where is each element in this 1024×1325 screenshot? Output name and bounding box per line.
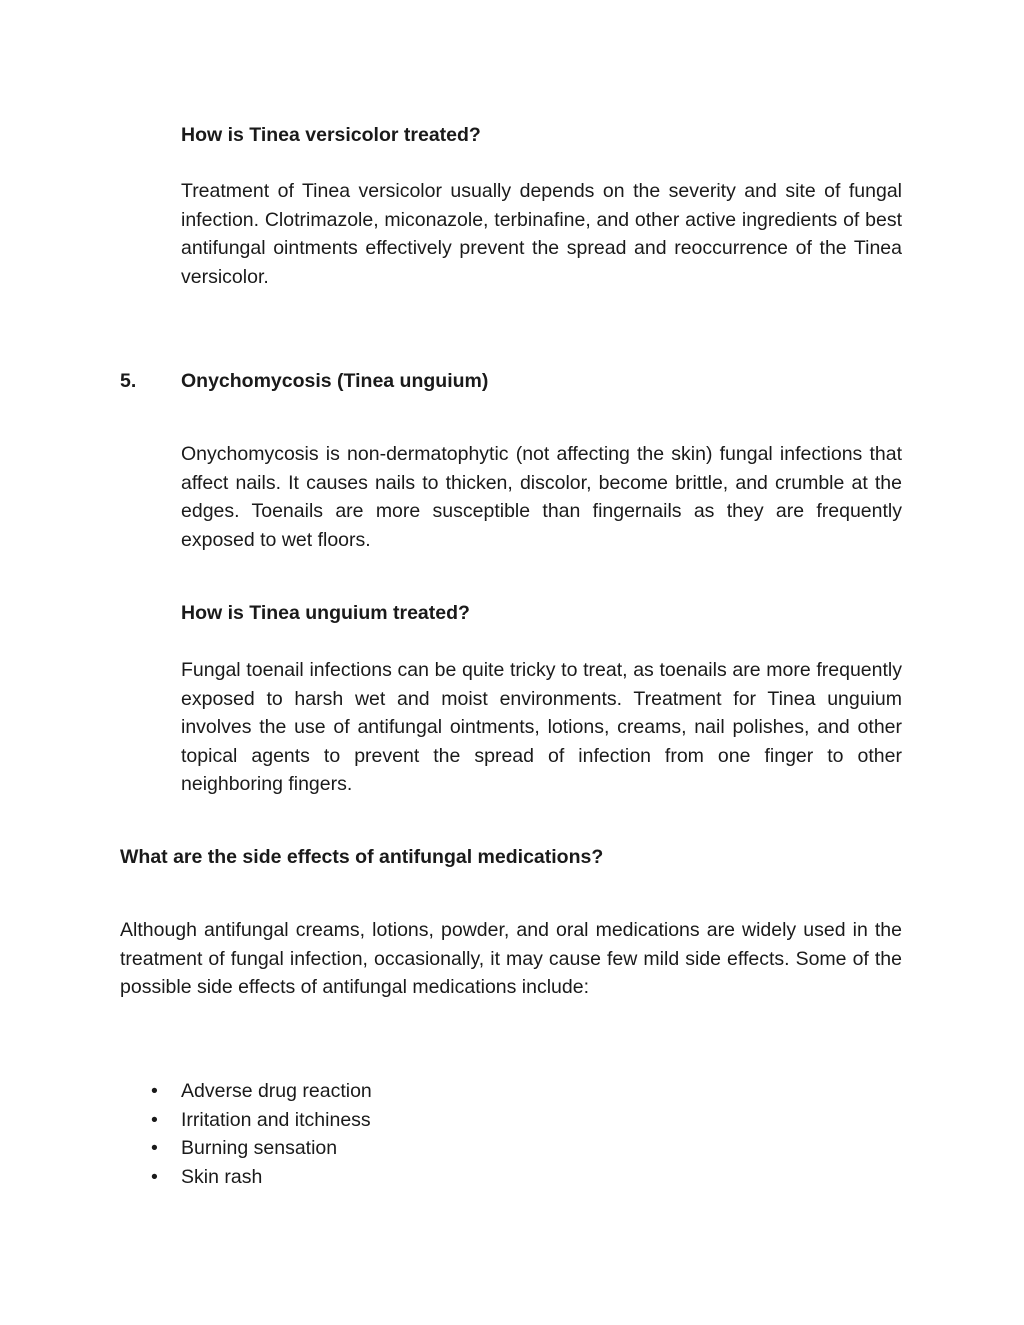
list-item-label: Irritation and itchiness [181,1108,371,1131]
list-item-label: Adverse drug reaction [181,1080,372,1102]
bullet-icon: • [151,1080,158,1102]
side-effects-list [120,1077,372,1191]
tinea-unguium-answer: Fungal toenail infections can be quite tricky to treat, as toenails are more frequently exposed to harsh wet and moist environments. Treatment for Tinea unguium involves the use of antifungal ointments, lotions, creams, nail polishes, and other topical agents to prevent the spread of infection from one finger to other neighboring fingers. [181,659,902,796]
tinea-unguium-question: How is Tinea unguium treated? [181,602,470,624]
bullet-icon: • [151,1165,158,1188]
section-title: Onychomycosis (Tinea unguium) [181,370,489,392]
list-item-label: Burning sensation [181,1137,338,1160]
side-effects-intro: Although antifungal creams, lotions, powder, and oral medications are widely used in the treatment of fungal infection, occasionally, it may cause few mild side effects. Some of the possible side effects of antifungal medications include: [120,919,902,999]
section-number: 5. [120,370,137,392]
list-item [120,1077,372,1106]
list-item [120,1134,372,1163]
list-item-label: Skin rash [181,1165,263,1188]
list-item [120,1106,372,1135]
list-item [120,1163,372,1192]
side-effects-heading: What are the side effects of antifungal medications? [120,846,604,868]
tinea-versicolor-answer: Treatment of Tinea versicolor usually depends on the severity and site of fungal infection. Clotrimazole, miconazole, terbinafine, and other active ingredients of best antifungal ointments effectively prevent the spread and reoccurrence of the Tinea versicolor. [181,180,902,288]
tinea-versicolor-question: How is Tinea versicolor treated? [181,124,481,146]
bullet-icon: • [151,1108,158,1131]
onychomycosis-description: Onychomycosis is non-dermatophytic (not affecting the skin) fungal infections that affect nails. It causes nails to thicken, discolor, become brittle, and crumble at the edges. Toenails are more susceptible than fingernails as they are frequently exposed to wet floors. [181,443,902,551]
bullet-icon: • [151,1137,158,1160]
